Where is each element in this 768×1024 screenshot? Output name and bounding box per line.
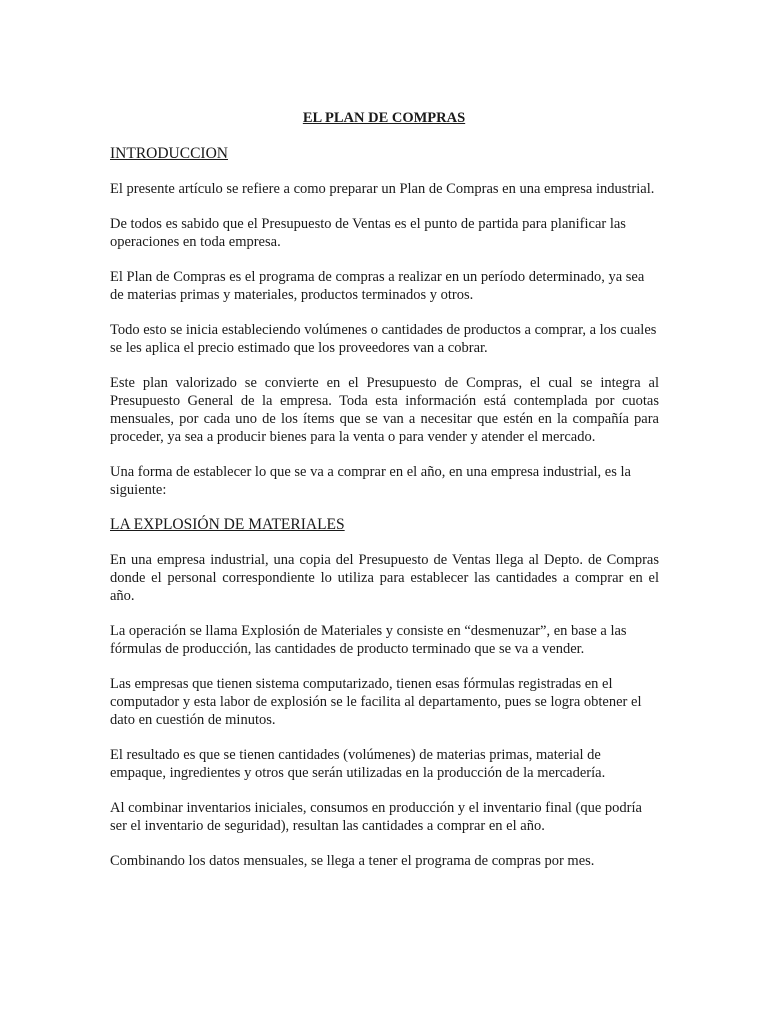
section-heading-introduccion: INTRODUCCION bbox=[110, 145, 228, 162]
paragraph: Este plan valorizado se convierte en el Presupuesto de Compras, el cual se integra al Presupuesto General de la empresa. Toda esta información está contemplada por cuotas mensuales, por cada uno de los ítems que se van a necesitar que estén en la compañía para proceder, ya sea a producir bienes para la venta o para vender y atender el mercado. bbox=[110, 375, 659, 445]
paragraph: Al combinar inventarios iniciales, consumos en producción y el inventario final (que podría ser el inventario de seguridad), resultan las cantidades a comprar en el año. bbox=[110, 800, 642, 834]
document-body bbox=[110, 145, 659, 887]
paragraph: En una empresa industrial, una copia del Presupuesto de Ventas llega al Depto. de Compras donde el personal correspondiente lo utiliza para establecer las cantidades a comprar en el año. bbox=[110, 552, 659, 604]
paragraph: El resultado es que se tienen cantidades (volúmenes) de materias primas, material de empaque, ingredientes y otros que serán utilizadas en la producción de la mercadería. bbox=[110, 747, 606, 781]
paragraph: Una forma de establecer lo que se va a comprar en el año, en una empresa industrial, es la siguiente: bbox=[110, 464, 631, 498]
paragraph: El Plan de Compras es el programa de compras a realizar en un período determinado, ya sea de materias primas y materiales, productos terminados y otros. bbox=[110, 269, 645, 303]
document-title: EL PLAN DE COMPRAS bbox=[302, 110, 466, 126]
paragraph: De todos es sabido que el Presupuesto de Ventas es el punto de partida para planificar las operaciones en toda empresa. bbox=[110, 216, 626, 250]
paragraph: Las empresas que tienen sistema computarizado, tienen esas fórmulas registradas en el computador y esta labor de explosión se le facilita al departamento, pues se logra obtener el dato en cuestión de minutos. bbox=[110, 676, 642, 728]
paragraph: La operación se llama Explosión de Materiales y consiste en “desmenuzar”, en base a las fórmulas de producción, las cantidades de producto terminado que se va a vender. bbox=[110, 623, 627, 657]
paragraph: El presente artículo se refiere a como preparar un Plan de Compras en una empresa industrial. bbox=[110, 181, 655, 197]
paragraph: Combinando los datos mensuales, se llega a tener el programa de compras por mes. bbox=[110, 853, 595, 869]
section-heading-explosion-de-materiales: LA EXPLOSIÓN DE MATERIALES bbox=[110, 516, 345, 533]
paragraph: Todo esto se inicia estableciendo volúmenes o cantidades de productos a comprar, a los cuales se les aplica el precio estimado que los proveedores van a cobrar. bbox=[110, 322, 657, 356]
